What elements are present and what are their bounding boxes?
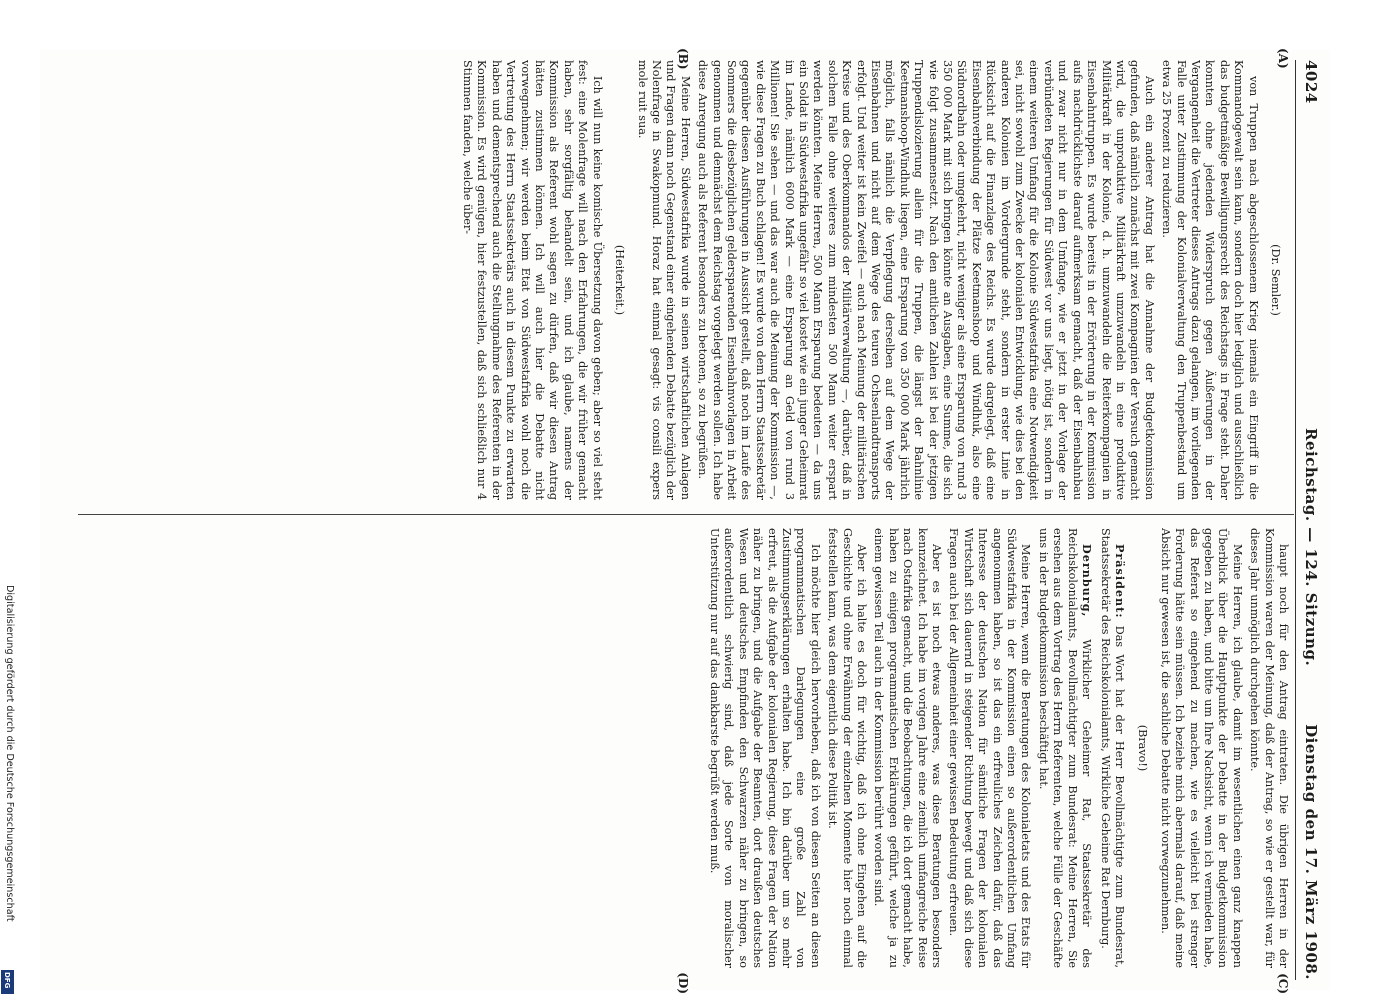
page-header [1296, 60, 1326, 980]
logo-text: DFG [3, 972, 11, 989]
margin-marker-c: (C) [1276, 973, 1290, 994]
margin-marker-a: (A) [1276, 48, 1290, 69]
page-title: Reichstag. — 124. Sitzung. [1302, 428, 1320, 667]
rotated-newspaper-page [40, 48, 1330, 994]
interjection: (Bravo!) [1136, 724, 1150, 772]
speaker-text: Das Wort hat der Herr Bevollmächtigte zum Bundesrat, Staatssekretär des Reichskolonialamts, Wirkliche Geheime Rat Dernburg. [1098, 528, 1126, 968]
paragraph: Meine Herren, wenn die Beratungen des Kolonialetats und des Etats für Südwestafrika in der Kommission einen so außerordentlichen Umfang angenommen haben, so ist das ein erfreuliches Zeichen dafür, daß das Interesse der deutschen Nation für sämtliche Fragen der kolonialen Wirtschaft sich dauernd in steigender Richtung bewegt und daß sich diese Fragen auch bei der Allgemeinheit einer gewissen Bedeutung erfreuen. [947, 528, 1033, 968]
page-number: 4024 [1302, 60, 1320, 104]
paragraph: Ich möchte hier gleich hervorheben, daß ich von diesen Seiten an diesen programmatischen Darlegungen eine große Zahl von Zustimmungserklärungen erhalten habe. Ich bin darüber um so mehr erfreut, als die Aufgabe der kolonialen Regierung, diese Fragen der Nation näher zu bringen, und die Aufgabe der Beamten, dort draußen deutsches Wesen und deutsches Empfinden den Schwarzen näher zu bringen, so außerordentlich schwierig sind, daß jede Sorte von moralischer Unterstützung nur auf das dankbarste begrüßt werden muß. [707, 528, 822, 968]
paragraph [1036, 528, 1095, 968]
credit-text: Digitalisierung gefördert durch die Deutsche Forschungsgemeinschaft [4, 585, 15, 922]
interjection: (Heiterkeit.) [613, 244, 627, 316]
paragraph: Aber es ist noch etwas anderes, was diese Beratungen besonders kennzeichnet. Ich habe im vorigen Jahre eine ziemlich umfangreiche Reise nach Ostafrika gemacht, und die Beobachtungen, die ich dort gemacht habe, haben zu einigen programmatischen Erklärungen geführt, welche ja zu einem gewissen Teil auch in der Kommission berührt worden sind. [872, 528, 944, 968]
column-divider [78, 514, 1294, 515]
paragraph [1097, 528, 1127, 968]
paragraph: Meine Herren, Südwestafrika wurde in seinen wirtschaftlichen Anlagen und Fragen dann noch Gegenstand einer eingehenden Debatte bezüglich der Nolenfrage in Swakopmund. Horaz hat einmal gesagt: vis consili expers mole ruit sua. [635, 60, 692, 500]
paragraph: Auch ein anderer Antrag hat die Annahme der Budgetkommission gefunden, daß nämlich zunächst mit zwei Kompagnien der Versuch gemacht wird, die unproduktive Militärkraft umzuwandeln in eine produktive Militärkraft in der Kolonie, d. h. umzuwandeln die Reiterkompagnien in Eisenbahntruppen. Es wurde bereits in der Erörterung in der Kommission aufs nachdrücklichste darauf aufmerksam gemacht, daß der Eisenbahnbau und zwar nicht nur in dem Umfange, wie er jetzt in der Vorlage der verbündeten Regierungen für Südwest vor uns liegt, nötig ist, sondern in einem weiteren Umfang für die Kolonie Südwestafrika eine Notwendigkeit sei, nicht sowohl zum Zwecke der kolonialen Entwicklung, wie dies bei den anderen Kolonien im Vordergrunde steht, sondern in erster Linie in Rücksicht auf die Finanzlage des Reichs. Es wurde dargelegt, daß eine Eisenbahnverbindung der Plätze Keetmanshoop und Windhuk, also eine Südnordbahn oder umgekehrt, nicht weniger als eine Ersparung von rund 3 350 000 Mark mit sich bringen könnte an Ausgaben, eine Summe, die sich wie folgt zusammensetzt. Nach den amtlichen Zahlen ist bei der jetzigen Truppendislozierung allein für die Truppen, die längst der Bahnlinie Keetmanshoop-Windhuk liegen, eine Ersparung von 350 000 Mark jährlich möglich, falls nämlich die Verpflegung derselben auf dem Wege der Eisenbahnen und nicht auf dem Wege des teuren Ochsenlandtransports erfolgt. Und weiter ist kein Zweifel — auch nach Meinung der militärischen Kreise und des Oberkommandos der Militärverwaltung —, darüber, daß in solchem Falle ohne weiteres zum mindesten 500 Mann weiter erspart werden könnten. Meine Herren, 500 Mann Ersparung bedeuten — da uns ein Soldat in Südwestafrika ungefähr so viel kostet wie ein junger Geheimrat im Lande, nämlich 6000 Mark — eine Ersparung an Geld von rund 3 Millionen! Sie sehen — und das war auch die Meinung der Kommission —, wie diese Fragen zu Buch schlagen! Es wurde von dem Herrn Staatssekretär gegenüber diesen Ausführungen in Aussicht gestellt, daß noch im Laufe des Sommers die diesbezüglichen geldersparenden Eisenbahnvorlagen in Arbeit genommen und demnächst dem Reichstag vorgelegt werden sollen. Ich habe diese Anregung auch als Referent besonders zu betonen, so zu begrüßen. [696, 60, 1156, 500]
header-rule [1295, 60, 1296, 980]
paragraph: Ich will nun keine komische Übersetzung davon geben; aber so viel steht fest: eine Molenfrage will nach den Erfahrungen, die wir früher gemacht haben, sehr sorgfältig behandelt sein, und ich glaube, namens der Kommission als Referent wohl sagen zu dürfen, daß wir diesen Antrag hätten zustimmen können. Ich will auch hier die Debatte nicht vorwegnehmen; wir werden beim Etat von Südwestafrika wohl noch die Vertretung des Herrn Staatssekretärs auch in diesem Punkte zu erwarten haben und dementsprechend auch die Stellungnahme des Referenten in der Kommission. Es wird genügen, hier festzustellen, daß sich schließlich nur 4 Stimmen fanden, welche über- [461, 60, 604, 500]
paragraph: von Truppen nach abgeschlossenem Krieg niemals ein Eingriff in die Kommandogewalt sein kann, sondern doch hier lediglich und ausschließlich das budgetmäßige Bewilligungsrecht des Reichstags in Frage steht. Daher konnten ohne jedenden Widerspruch gegen Äußerungen in der Vergangenheit die Vertreter dieses Antrags dazu gelangen, im vorliegenden Falle unter Zustimmung der Kolonialverwaltung den Truppenbestand um etwa 25 Prozent zu reduzieren. [1160, 60, 1260, 500]
dfg-logo-icon [1, 970, 14, 994]
page-date: Dienstag den 17. März 1908. [1302, 724, 1320, 980]
speaker-text: Wirklicher Geheimer Rat, Staatssekretär des Reichskolonialamts, Bevollmächtigter zum Bundesrat: Meine Herren, Sie ersehen aus dem Vortrag des Herrn Referenten, welche Fülle der Geschäfte uns in der Budgetkommission beschäftigt hat. [1036, 528, 1094, 968]
paragraph: haupt noch für den Antrag eintraten. Die übrigen Herren in der Kommission waren der Meinung, daß der Antrag, so wie er gestellt war, für dieses Jahr unmöglich durchgehen könnte. [1248, 528, 1290, 968]
speaker-name: Präsident: [1112, 544, 1127, 619]
speaker-name: Dernburg, [1080, 544, 1095, 618]
margin-marker-d: (D) [676, 972, 690, 994]
right-column [80, 528, 1290, 968]
margin-marker-b: (B) [676, 48, 690, 70]
paragraph: Aber ich halte es doch für wichtig, daß ich ohne Eingehen auf die Geschichte und ohne Erwähnung der einzelnen Momente hier noch einmal feststellen kann, was dem eigentlich diese Politik ist. [826, 528, 869, 968]
paragraph: Meine Herren, ich glaube, damit im wesentlichen einen ganz knappen Überblick über die Hauptpunkte der Debatte in der Budgetkommission gegeben zu haben, und bitte um Ihre Nachsicht, wenn ich vermieden habe, das Referat so eingehend zu machen, wie es vielleicht bei strenger Forderung hätte sein müssen. Ich beziehe mich abermals darauf, daß meine Absicht nur gewesen ist, die sachliche Debatte nicht vorwegzunehmen. [1158, 528, 1244, 968]
digitization-credit [2, 585, 16, 985]
left-column [80, 60, 1290, 500]
speaker-tag: (Dr. Semler.) [1269, 244, 1282, 316]
